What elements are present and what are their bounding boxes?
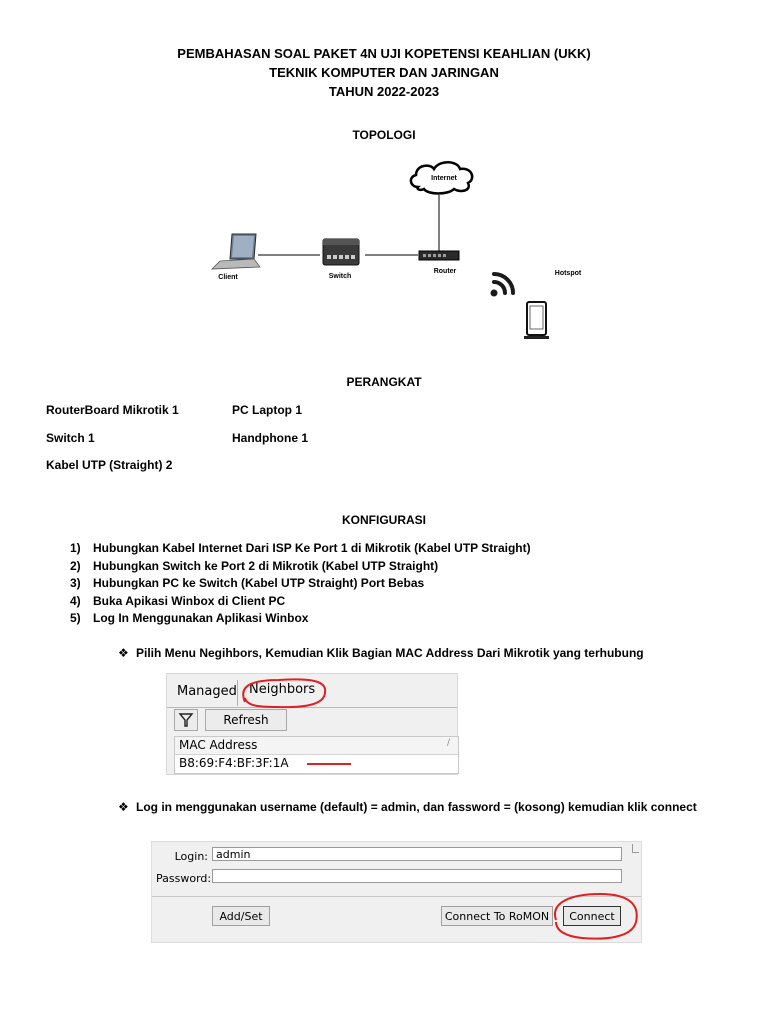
refresh-button[interactable]: Refresh	[205, 709, 287, 731]
document-title-line3: TAHUN 2022-2023	[328, 84, 440, 99]
column-header-mac[interactable]: MAC Address /	[175, 737, 458, 755]
tab-neighbors[interactable]: Neighbors	[249, 682, 316, 697]
wifi-icon	[490, 274, 513, 297]
winbox-login-screenshot	[151, 841, 642, 943]
topology-diagram	[190, 155, 630, 345]
bullet-neighbors: ❖ Pilih Menu Negihbors, Kemudian Klik Bagian MAC Address Dari Mikrotik yang terhubung	[118, 646, 644, 660]
device-handphone: Handphone 1	[232, 431, 309, 445]
bullet-login: ❖ Log in menggunakan username (default) = admin, dan fassword = (kosong) kemudian klik connect	[118, 800, 697, 814]
connect-to-romon-button[interactable]: Connect To RoMON	[441, 906, 553, 926]
document-title-line1: PEMBAHASAN SOAL PAKET 4N UJI KOPETENSI KEAHLIAN (UKK)	[177, 46, 591, 61]
step-item: 5) Log In Menggunakan Aplikasi Winbox	[70, 611, 309, 625]
document-title-line2: TEKNIK KOMPUTER DAN JARINGAN	[269, 65, 499, 80]
step-item: 2) Hubungkan Switch ke Port 2 di Mikrotik (Kabel UTP Straight)	[70, 558, 439, 573]
internet-label: Internet	[431, 175, 457, 182]
switch-label: Switch	[328, 273, 352, 280]
add-set-button[interactable]: Add/Set	[212, 906, 270, 926]
connect-button[interactable]: Connect	[563, 906, 621, 926]
configuration-heading: KONFIGURASI	[342, 513, 426, 527]
laptop-icon	[212, 234, 260, 269]
smartphone-icon	[524, 302, 549, 339]
client-label: Client	[218, 274, 238, 281]
topology-heading: TOPOLOGI	[352, 128, 416, 142]
router-icon	[419, 251, 459, 260]
password-label: Password:	[156, 872, 212, 885]
devices-heading: PERANGKAT	[346, 375, 422, 389]
device-switch: Switch 1	[46, 431, 95, 445]
table-row[interactable]: B8:69:F4:BF:3F:1A	[179, 756, 289, 770]
device-cable: Kabel UTP (Straight) 2	[46, 458, 173, 472]
step-item: 3) Hubungkan PC ke Switch (Kabel UTP Straight) Port Bebas	[70, 576, 425, 590]
diamond-bullet-icon: ❖	[118, 800, 129, 814]
login-field[interactable]: admin	[212, 847, 622, 861]
hotspot-label: Hotspot	[554, 270, 582, 277]
switch-icon	[323, 239, 359, 265]
login-label: Login:	[174, 850, 208, 863]
tab-managed[interactable]: Managed	[177, 684, 237, 699]
configuration-steps	[70, 540, 531, 628]
winbox-neighbors-screenshot	[166, 673, 458, 775]
step-item: 1) Hubungkan Kabel Internet Dari ISP Ke Port 1 di Mikrotik (Kabel UTP Straight)	[70, 541, 531, 555]
device-laptop: PC Laptop 1	[232, 403, 303, 417]
column-resize-icon: /	[446, 738, 450, 748]
router-label: Router	[433, 268, 457, 275]
red-annotations	[167, 674, 457, 774]
diamond-bullet-icon: ❖	[118, 646, 129, 660]
step-item: 4) Buka Apikasi Winbox di Client PC	[70, 593, 286, 608]
red-annotations	[152, 842, 641, 942]
device-routerboard: RouterBoard Mikrotik 1	[46, 403, 179, 417]
